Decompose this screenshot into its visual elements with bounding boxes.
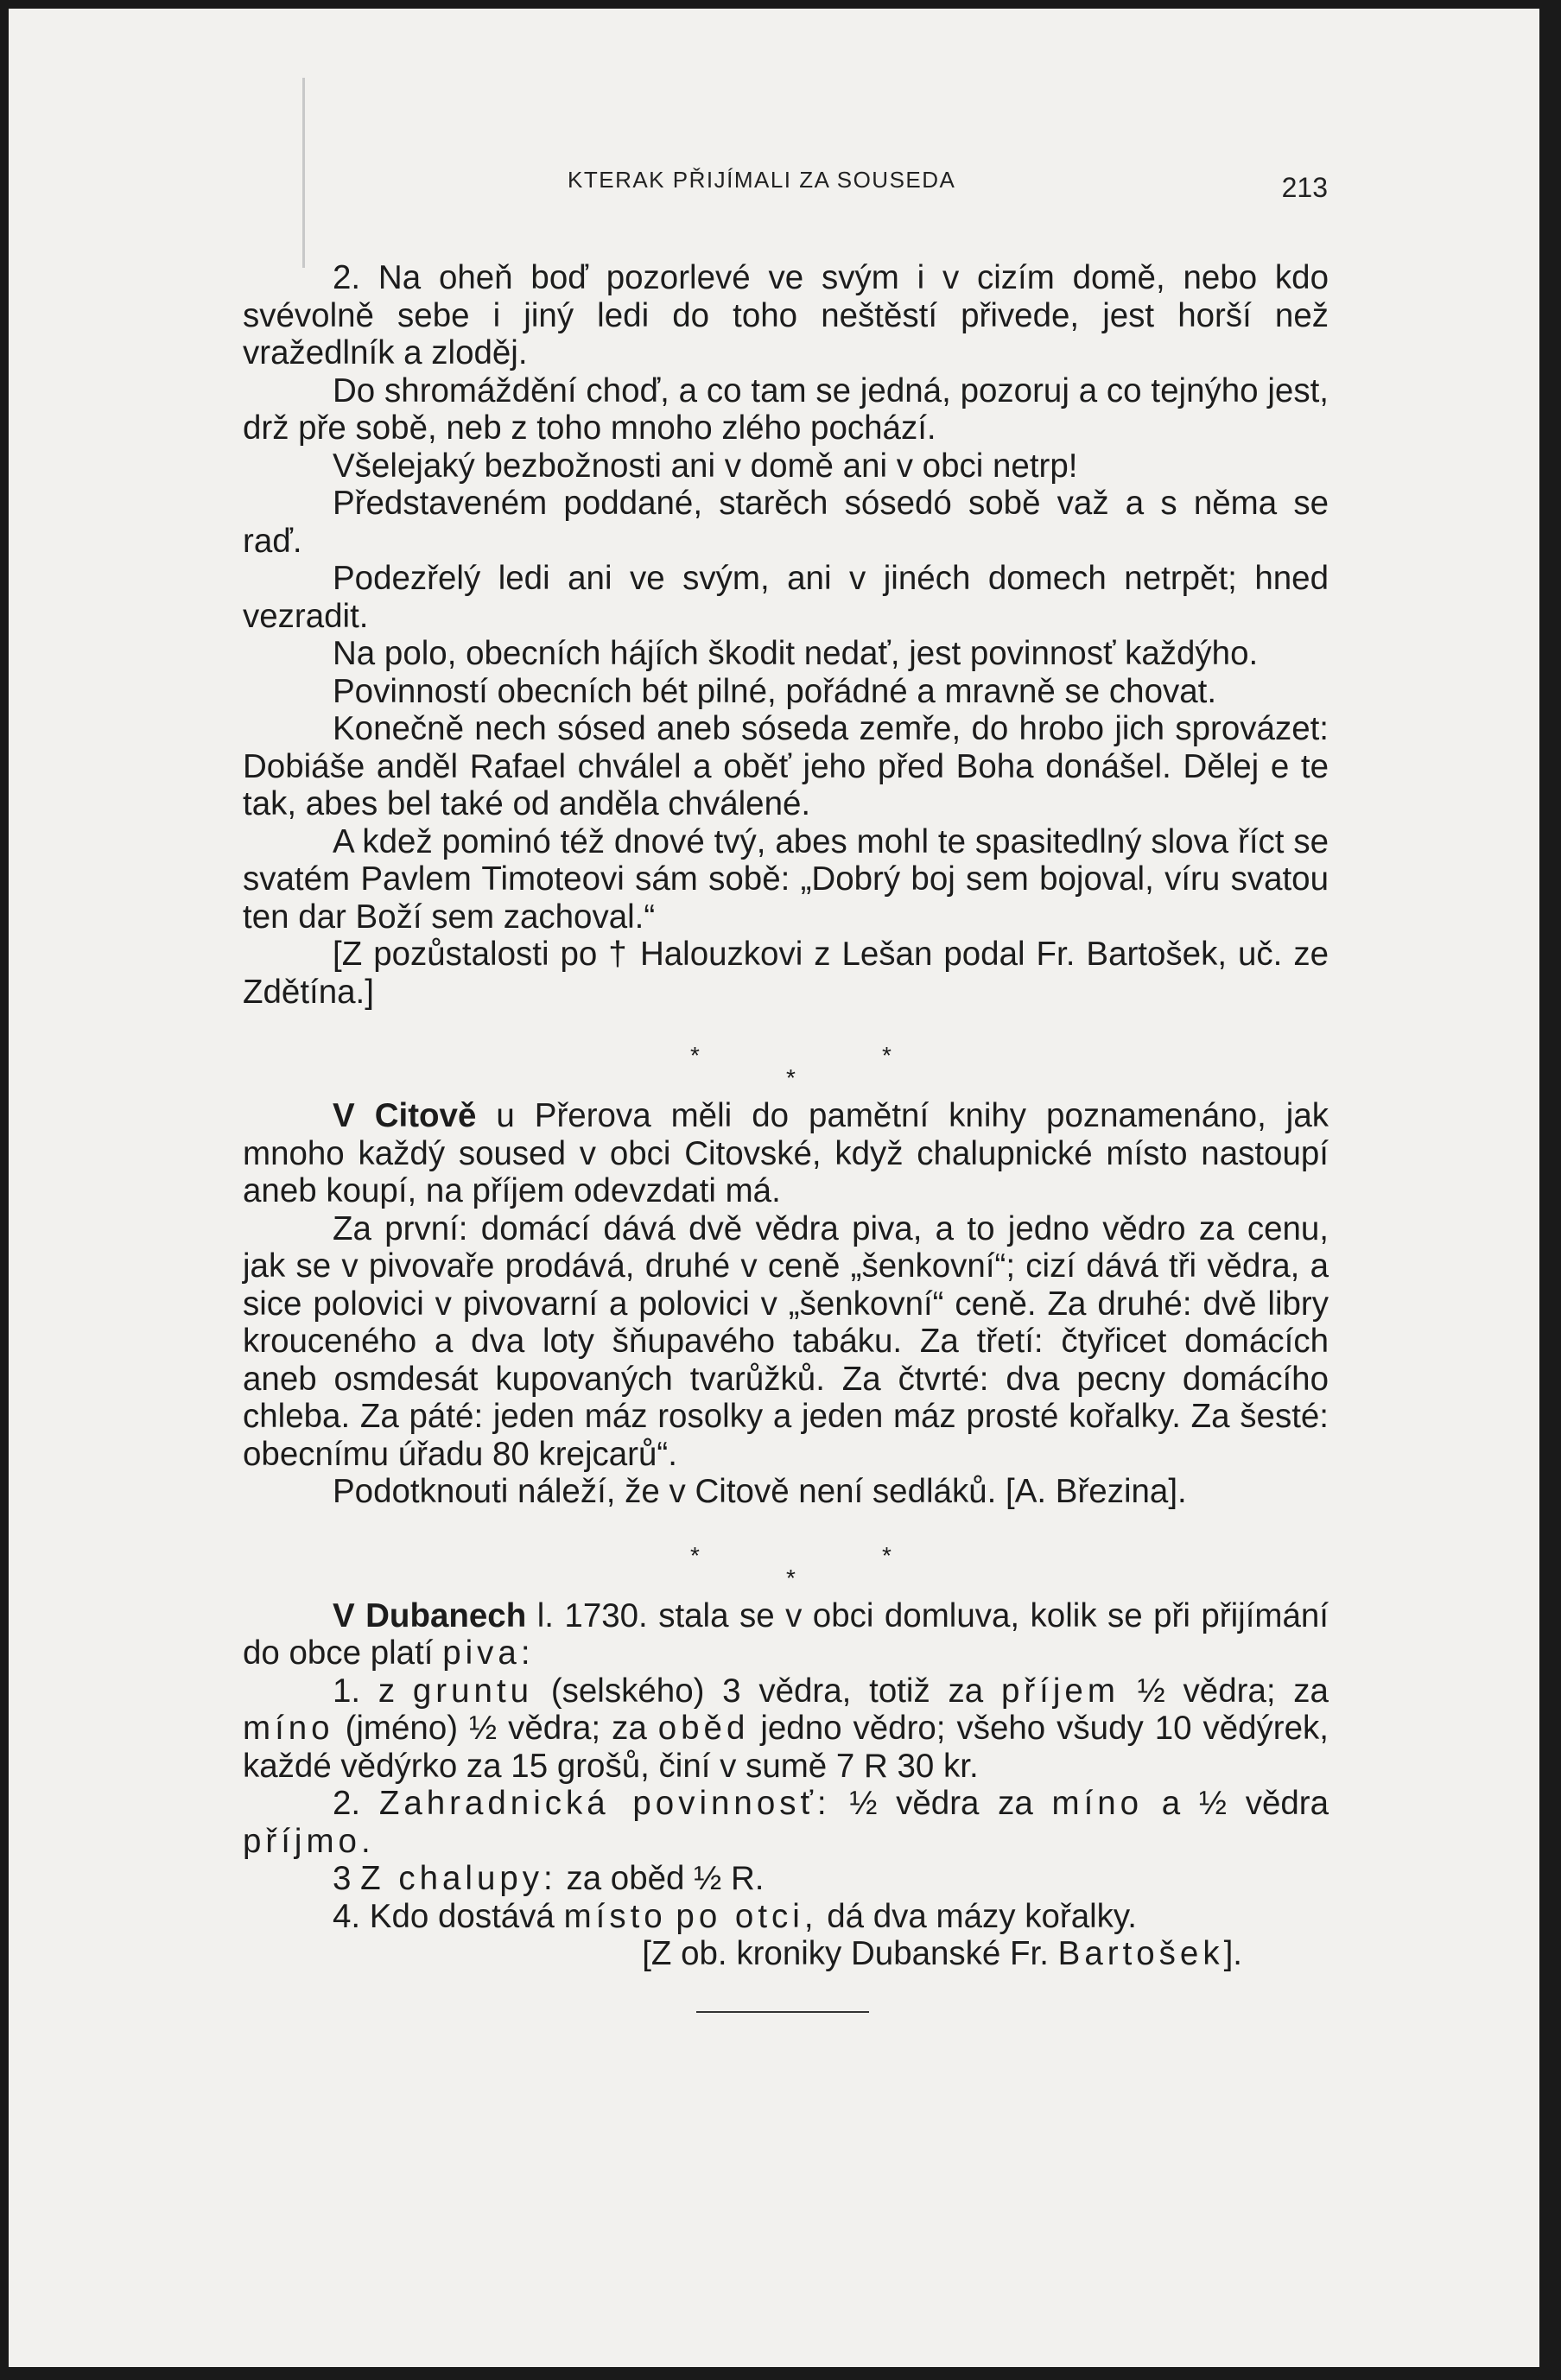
paragraph: Podezřelý ledi ani ve svým, ani v jinéch domech netrpět; hned vezradit. — [243, 560, 1329, 635]
asterism-star: * — [786, 1564, 796, 1591]
text-run: (jméno) ½ vědra; za — [345, 1710, 647, 1747]
running-title: KTERAK PŘIJÍMALI ZA SOUSEDA — [568, 167, 956, 193]
text-run: ½ vědra; za — [1137, 1672, 1329, 1710]
text-run: (selského) 3 vědra, totiž za — [550, 1672, 984, 1710]
list-item — [243, 1860, 1329, 1898]
asterism-star: * — [690, 1042, 700, 1069]
spaced-term: gruntu — [412, 1672, 534, 1710]
section-heading: V Dubanech — [333, 1596, 527, 1634]
paragraph: 2. Na oheň boď pozorlevé ve svým i v cizím domě, nebo kdo svévolně sebe i jiný ledi do toho neštěstí přivede, jest horší než vražedlník a zloděj. — [243, 259, 1329, 371]
spaced-term: Z chalupy: — [360, 1860, 557, 1897]
text-run: jedno vědro; všeho všudy 10 vědýrek, každé vědýrko za 15 grošů, činí v sumě 7 R 30 kr. — [243, 1710, 1329, 1785]
note-text: Podotknouti náleží, že v Citově není sedláků. — [333, 1473, 997, 1510]
list-item — [243, 1785, 1329, 1860]
paragraph: A kdež pominó též dnové tvý, abes mohl te spasitedlný slova říct se svatém Pavlem Timoteovi sám sobě: „Dobrý boj sem bojoval, víru svatou ten dar Boží sem zachoval.“ — [243, 822, 1329, 936]
asterism-divider — [243, 1011, 1329, 1097]
source-note — [243, 1935, 1329, 1973]
paragraph: Do shromáždění choď, a co tam se jedná, pozoruj a co tejnýho jest, drž pře sobě, neb z toho mnoho zlého pochází. — [243, 371, 1329, 447]
text-run: 4. Kdo dostává — [333, 1897, 555, 1935]
list-item — [243, 1898, 1329, 1936]
text-run: [Z ob. kroniky Dubanské Fr. — [642, 1935, 1049, 1972]
text-run: ]. — [1223, 1935, 1242, 1972]
spaced-term: míno — [1051, 1785, 1144, 1822]
asterism-star: * — [882, 1541, 892, 1569]
spaced-term: Bartošek — [1057, 1935, 1224, 1972]
asterism-star: * — [882, 1042, 892, 1069]
text-run: 2. — [333, 1785, 361, 1822]
section-intro: u Přerova měli do pamětní knihy poznamenáno, jak mnoho každý soused v obci Citovské, když chalupnické místo nastoupí aneb koupí, na příjem odevzdati má. — [243, 1097, 1329, 1209]
end-rule — [696, 2011, 869, 2013]
text-run: l. 1730. stala se v obci domluva, kolik se při přijímání do obce platí — [243, 1596, 1329, 1672]
paragraph: Konečně nech sósed aneb sóseda zemře, do hrobo jich sprovázet: Dobiáše anděl Rafael chválel a oběť jeho před Boha donášel. Dělej e te tak, abes bel také od anděla chválené. — [243, 710, 1329, 822]
spaced-term: piva — [442, 1634, 521, 1672]
spaced-term: příjem — [1000, 1672, 1120, 1710]
paragraph: Povinností obecních bét pilné, pořádné a mravně se chovat. — [333, 672, 1217, 710]
text-run: 3 — [333, 1860, 352, 1897]
list-item — [243, 1672, 1329, 1786]
asterism-star: * — [786, 1064, 796, 1091]
paragraph — [243, 1597, 1329, 1672]
book-page — [9, 9, 1539, 2367]
text-run: dá dva mázy kořalky. — [827, 1897, 1138, 1935]
paragraph: Za první: domácí dává dvě vědra piva, a to jedno vědro za cenu, jak se v pivovaře prodává, druhé v ceně „šenkovní“; cizí dává tři vědra, a sice polovici v pivovarní a polovici v „šenkovní“ ceně. Za druhé: dvě libry krouceného a dva loty šňupavého tabáku. Za třetí: čtyřicet domácích aneb osmdesát kupovaných tvarůžků. Za čtvrté: dva pecny domácího chleba. Za páté: jeden máz rosolky a jeden máz prosté kořalky. Za šesté: obecnímu úřadu 80 krejcarů“. — [243, 1209, 1329, 1473]
paragraph: Všelejaký bezbožnosti ani v domě ani v obci netrp! — [333, 447, 1078, 485]
source-note: [A. Březina]. — [1006, 1473, 1187, 1510]
spaced-term: příjmo. — [243, 1822, 375, 1860]
page-number: 213 — [1281, 172, 1328, 203]
paragraph — [243, 1473, 1329, 1511]
text-run: a ½ vědra — [1161, 1785, 1329, 1822]
paragraph: Na polo, obecních hájích škodit nedať, jest povinnosť každýho. — [333, 635, 1259, 672]
source-note: [Z pozůstalosti po † Halouzkovi z Lešan podal Fr. Bartošek, uč. ze Zdětína.] — [243, 936, 1329, 1011]
text-run: 1. z — [333, 1672, 396, 1710]
text-run: ½ vědra za — [849, 1785, 1033, 1822]
spaced-term: místo — [563, 1897, 667, 1935]
section-heading: V Citově — [333, 1097, 477, 1134]
spaced-term: oběd — [657, 1710, 750, 1747]
spaced-term: po otci, — [676, 1897, 818, 1935]
spaced-term: Zahradnická povinnosť: — [378, 1785, 831, 1822]
page-content — [243, 259, 1329, 2013]
page-header — [9, 167, 1539, 201]
text-run: za oběd ½ R. — [566, 1860, 765, 1897]
text-run: : — [520, 1634, 530, 1672]
asterism-star: * — [690, 1541, 700, 1569]
spaced-term: míno — [243, 1710, 334, 1747]
paragraph: Představeném poddané, starěch sósedó sobě važ a s něma se raď. — [243, 485, 1329, 560]
paragraph — [243, 1097, 1329, 1210]
asterism-divider — [243, 1511, 1329, 1597]
